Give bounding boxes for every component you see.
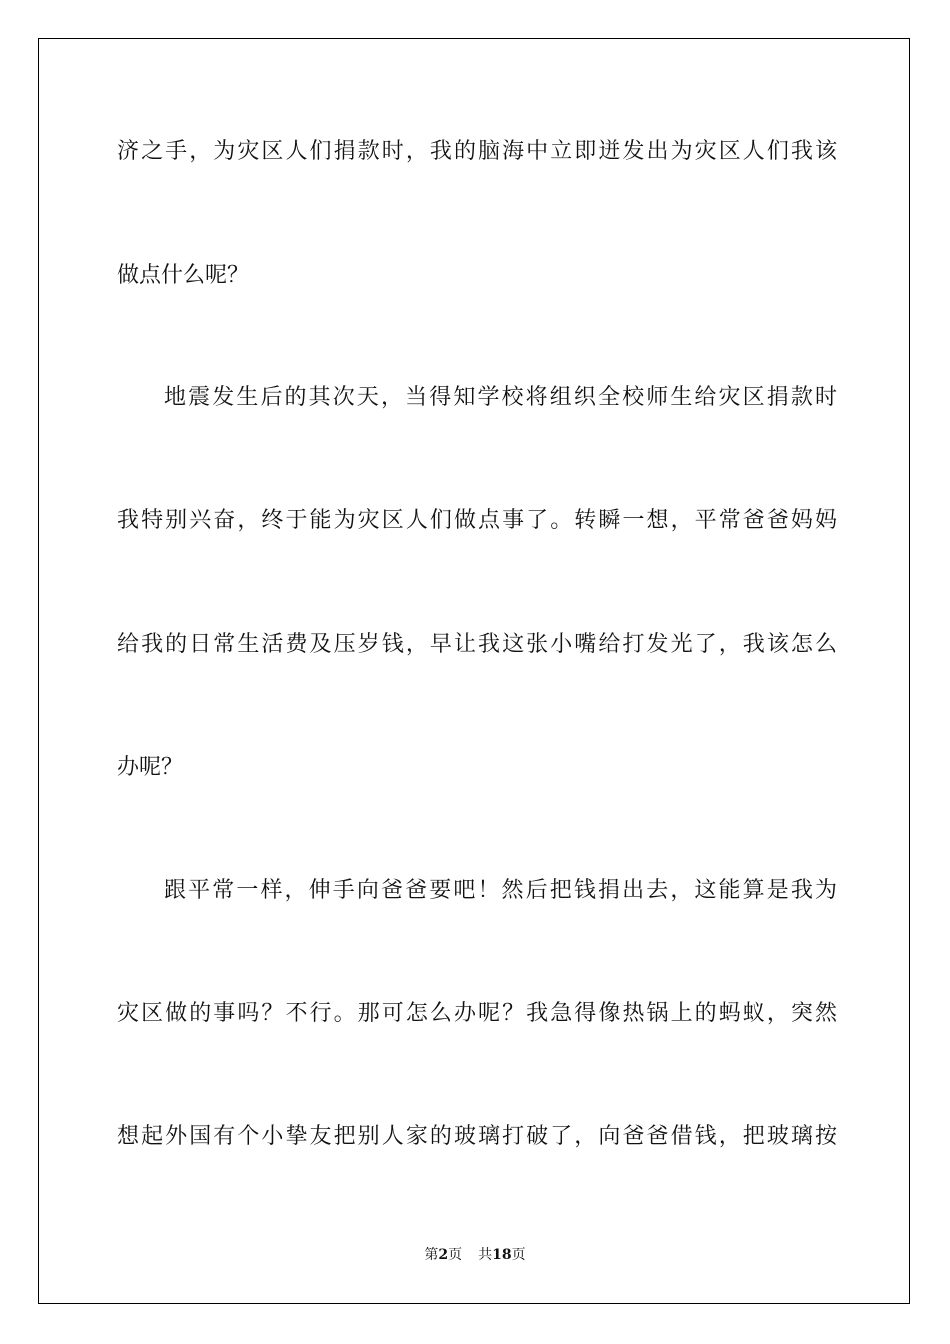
text-line-4: 我特别兴奋，终于能为灾区人们做点事了。转瞬一想，平常爸爸妈妈 — [117, 508, 837, 533]
page-border — [38, 38, 910, 1304]
footer-total-suffix: 页 — [511, 1247, 526, 1263]
text-line-7: 跟平常一样，伸手向爸爸要吧！然后把钱捐出去，这能算是我为 — [164, 878, 837, 903]
text-line-6: 办呢？ — [117, 755, 184, 780]
footer-page-prefix: 第 — [424, 1247, 439, 1263]
footer-current-page: 2 — [438, 1247, 449, 1263]
text-line-9: 想起外国有个小挚友把别人家的玻璃打破了，向爸爸借钱，把玻璃按 — [117, 1124, 837, 1149]
footer-total-prefix: 共 — [478, 1247, 493, 1263]
text-line-8: 灾区做的事吗？不行。那可怎么办呢？我急得像热锅上的蚂蚁，突然 — [117, 1001, 837, 1026]
text-line-2: 做点什么呢？ — [117, 263, 250, 288]
page-footer — [0, 1245, 950, 1265]
text-line-1: 济之手，为灾区人们捐款时，我的脑海中立即迸发出为灾区人们我该 — [117, 139, 837, 164]
text-line-5: 给我的日常生活费及压岁钱，早让我这张小嘴给打发光了，我该怎么 — [117, 632, 837, 657]
footer-total-pages: 18 — [492, 1247, 512, 1263]
footer-page-suffix: 页 — [448, 1247, 463, 1263]
text-line-3: 地震发生后的其次天，当得知学校将组织全校师生给灾区捐款时 — [164, 385, 837, 410]
